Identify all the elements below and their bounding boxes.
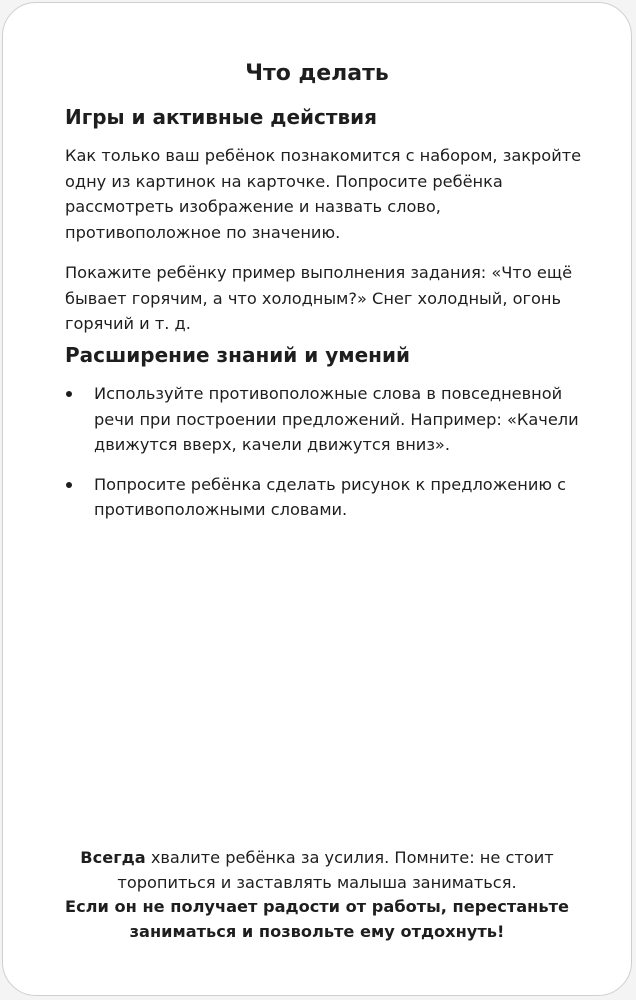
skills-section [65, 341, 590, 537]
page-title: Что делать [245, 61, 389, 86]
footer-bold-lead: Всегда [80, 848, 146, 867]
instruction-card [2, 2, 632, 996]
footer-normal-text: хвалите ребёнка за усилия. Помните: не стоит торопиться и заставлять малыша заниматься. [117, 848, 554, 892]
games-heading: Игры и активные действия [65, 105, 377, 129]
list-item [65, 381, 590, 458]
games-section [65, 103, 590, 352]
list-item [65, 472, 590, 523]
skills-heading: Расширение знаний и умений [65, 343, 411, 367]
list-item-text: Попросите ребёнка сделать рисунок к предложению с противоположными словами. [94, 474, 567, 519]
games-paragraph-2: Покажите ребёнку пример выполнения задания: «Что ещё бывает горячим, а что холодным?» Снег холодный, огонь горячий и т. д. [65, 263, 573, 333]
skills-list [65, 381, 590, 523]
games-paragraph-1: Как только ваш ребёнок познакомится с набором, закройте одну из картинок на карточке. Попросите ребёнка рассмотреть изображение и назвать слово, противоположное по значению. [65, 146, 582, 242]
list-item-text: Используйте противоположные слова в повседневной речи при построении предложений. Например: «Качели движутся вверх, качели движутся вниз». [94, 384, 579, 454]
footer-bold-tail: Если он не получает радости от работы, перестаньте заниматься и позвольте ему отдохнуть! [65, 897, 569, 941]
bullet-icon [66, 482, 72, 488]
footer-note [43, 846, 591, 944]
bullet-icon [66, 391, 72, 397]
